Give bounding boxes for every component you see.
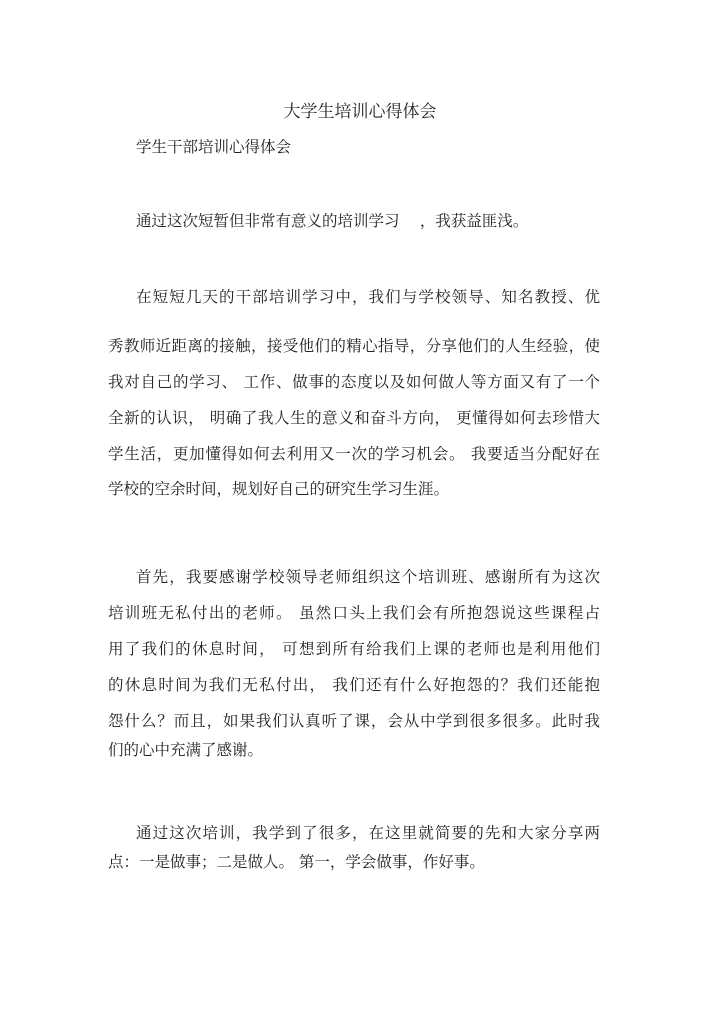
paragraph-3-line: 们的心中充满了感谢。 [108, 741, 264, 759]
paragraph-3-line: 怨什么？而且，如果我们认真听了课，会从中学到很多很多。此时我 [108, 712, 600, 730]
paragraph-1-line: 通过这次短暂但非常有意义的培训学习 ，我获益匪浅。 [136, 212, 529, 230]
paragraph-3-line: 首先，我要感谢学校领导老师组织这个培训班、感谢所有为这次 [136, 568, 600, 586]
paragraph-4-line: 点：一是做事；二是做人。 第一，学会做事，作好事。 [108, 853, 485, 871]
document-title: 大学生培训心得体会 [283, 102, 437, 122]
paragraph-2-line: 学校的空余时间，规划好自己的研究生学习生涯。 [108, 480, 450, 498]
paragraph-2-line: 我对自己的学习、 工作、做事的态度以及如何做人等方面又有了一个 [108, 373, 600, 391]
paragraph-2-line: 秀教师近距离的接触，接受他们的精心指导，分享他们的人生经验，使 [108, 337, 600, 355]
paragraph-2-line: 全新的认识， 明确了我人生的意义和奋斗方向， 更懂得如何去珍惜大 [108, 409, 600, 427]
paragraph-3-line: 用了我们的休息时间， 可想到所有给我们上课的老师也是利用他们 [108, 640, 600, 658]
paragraph-4-line: 通过这次培训，我学到了很多，在这里就简要的先和大家分享两 [136, 824, 600, 842]
paragraph-2-line: 学生活，更加懂得如何去利用又一次的学习机会。 我要适当分配好在 [108, 445, 600, 463]
paragraph-3-line: 的休息时间为我们无私付出， 我们还有什么好抱怨的？我们还能抱 [108, 676, 600, 694]
paragraph-3-line: 培训班无私付出的老师。 虽然口头上我们会有所抱怨说这些课程占 [108, 604, 600, 622]
document-subtitle: 学生干部培训心得体会 [136, 138, 292, 156]
paragraph-2-line: 在短短几天的干部培训学习中，我们与学校领导、知名教授、优 [136, 288, 600, 306]
